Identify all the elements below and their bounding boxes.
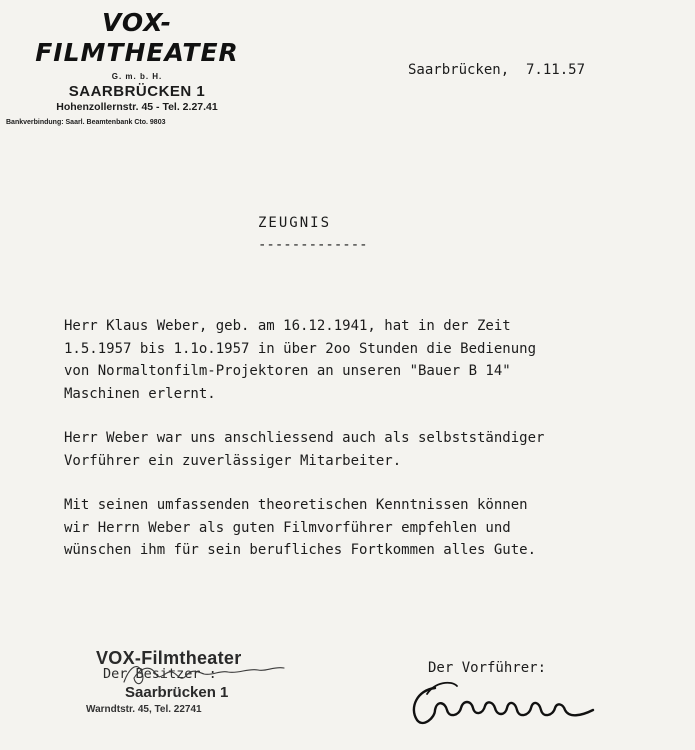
- company-name: VOX-FILMTHEATER: [35, 8, 239, 67]
- text-line: 1.5.1957 bis 1.1o.1957 in über 2oo Stunden die Bedienung: [64, 340, 537, 357]
- text-line: wünschen ihm für sein berufliches Fortkommen alles Gute.: [64, 542, 537, 558]
- text-line: Mit seinen umfassenden theoretischen Kenntnissen können: [64, 497, 528, 513]
- stamp-address: Warndtstr. 45, Tel. 22741: [86, 704, 202, 715]
- text-line: Herr Klaus Weber, geb. am 16.12.1941, hat in der Zeit: [64, 318, 511, 334]
- paragraph: [64, 427, 664, 472]
- company-city: SAARBRÜCKEN 1: [68, 83, 206, 100]
- paragraph: [64, 494, 664, 562]
- text-line: von Normaltonfilm-Projektoren an unseren "Bauer B 14": [64, 363, 511, 379]
- title-underline: -------------: [258, 237, 368, 253]
- legal-form: G. m. b. H.: [111, 72, 163, 81]
- text-line: Maschinen erlernt.: [64, 385, 216, 402]
- bank-details: Bankverbindung: Saarl. Beamtenbank Cto. 9803: [6, 119, 166, 126]
- paragraph: [64, 315, 664, 405]
- text-line: Herr Weber war uns anschliessend auch als selbstständiger: [64, 430, 545, 446]
- date-line: Saarbrücken, 7.11.57: [408, 62, 586, 78]
- owner-signature: [120, 652, 290, 692]
- letterhead: [6, 8, 252, 126]
- projectionist-label: Der Vorführer:: [428, 660, 547, 676]
- body-text: [64, 315, 664, 584]
- owner-label: Der Besitzer :: [103, 666, 217, 682]
- text-line: wir Herrn Weber als guten Filmvorführer empfehlen und: [64, 519, 511, 536]
- stamp-city: Saarbrücken 1: [125, 684, 229, 701]
- document-title: ZEUGNIS: [258, 215, 332, 231]
- projectionist-signature: [405, 672, 605, 732]
- stamp-company-name: VOX-Filmtheater: [96, 648, 242, 668]
- text-line: Vorführer ein zuverlässiger Mitarbeiter.: [64, 452, 402, 469]
- company-address: Hohenzollernstr. 45 - Tel. 2.27.41: [56, 101, 218, 113]
